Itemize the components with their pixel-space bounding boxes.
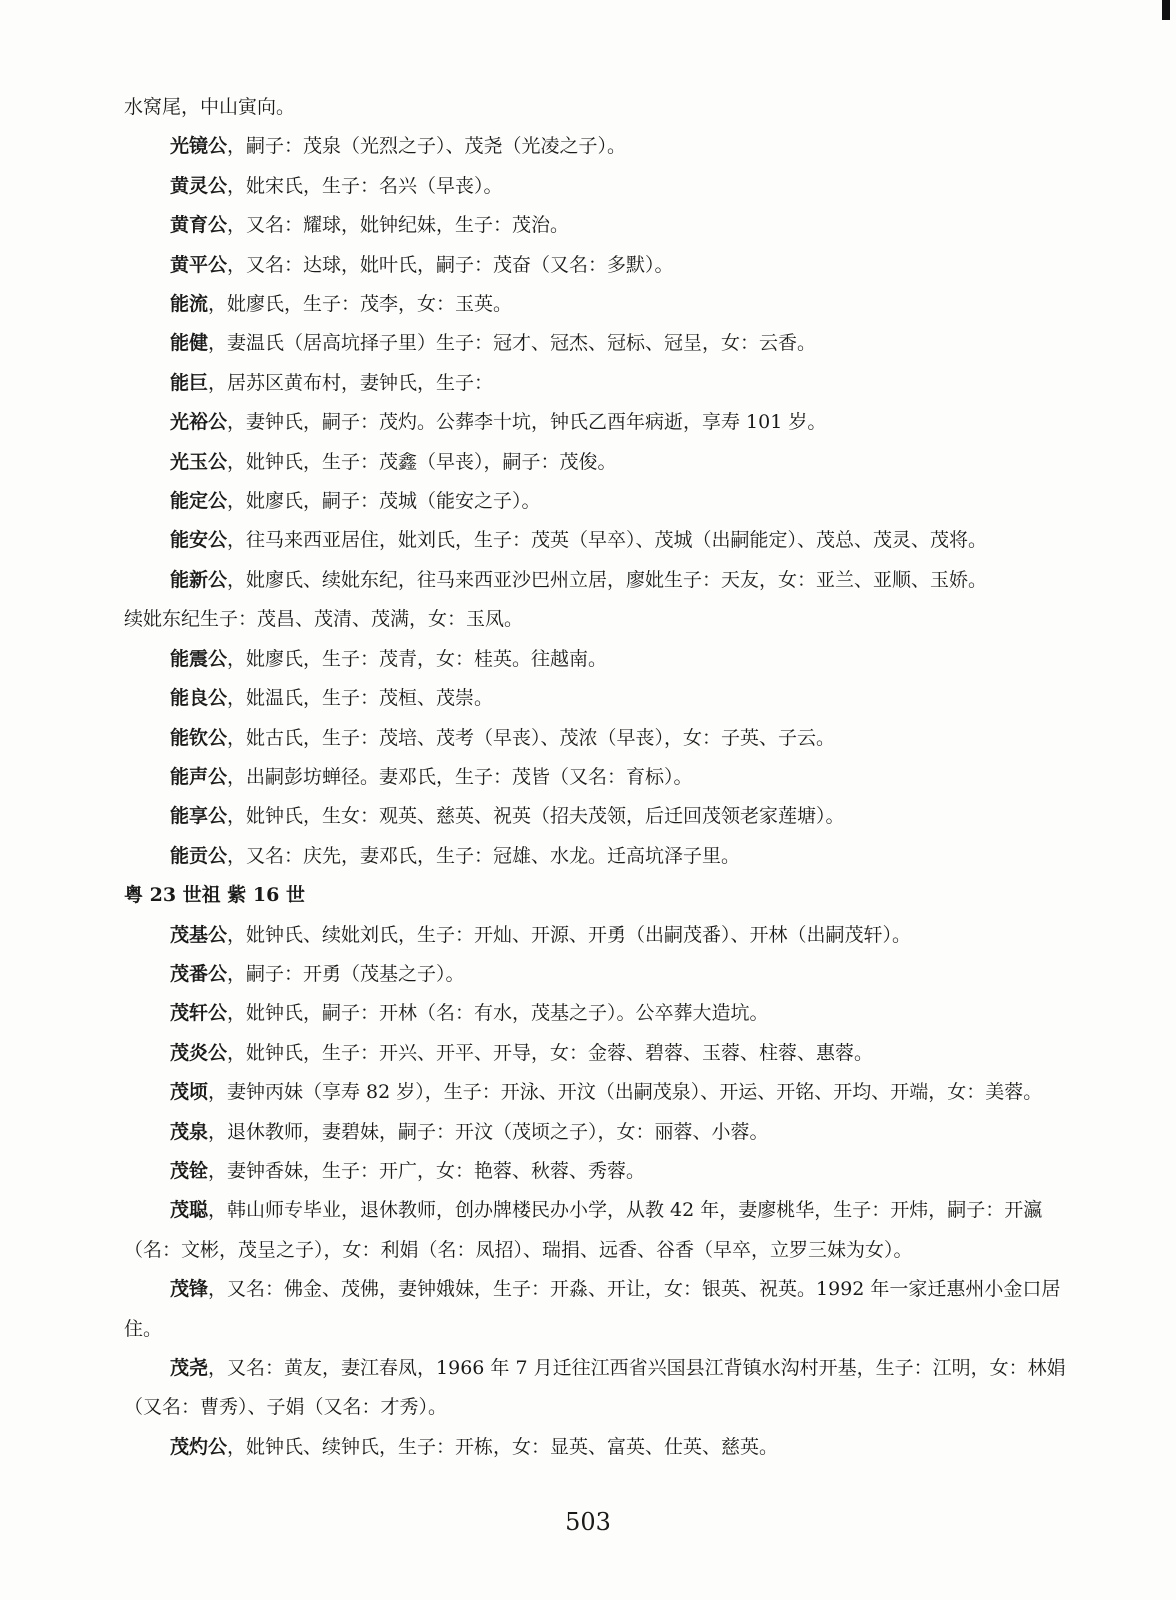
entry-line: 茂基公，妣钟氏、续妣刘氏，生子：开灿、开源、开勇（出嗣茂番）、开林（出嗣茂轩）。 (170, 923, 912, 946)
entry-line: 能新公，妣廖氏、续妣东纪，往马来西亚沙巴州立居，廖妣生子：天友，女：亚兰、亚顺、玉娇。 (170, 568, 988, 591)
entry-line: 能震公，妣廖氏，生子：茂青，女：桂英。往越南。 (170, 647, 608, 670)
entry-paragraph: 茂尧，又名：黄友，妻江春凤，1966 年 7 月迁往江西省兴国县江背镇水沟村开基，生子：江明，女：林娟（又名：曹秀）、子娟（又名：才秀）。 (124, 1357, 1066, 1419)
entry-line: 光裕公，妻钟氏，嗣子：茂灼。公葬李十坑，钟氏乙酉年病逝，享寿 101 岁。 (170, 411, 827, 434)
entry-line: 能巨，居苏区黄布村，妻钟氏，生子： (170, 371, 494, 394)
entry-line: 能声公，出嗣彭坊蝉径。妻邓氏，生子：茂皆（又名：育标）。 (170, 765, 693, 788)
page-number: 503 (565, 1508, 611, 1536)
entry-line: 能安公，往马来西亚居住，妣刘氏，生子：茂英（早卒）、茂城（出嗣能定）、茂总、茂灵、茂将。 (170, 529, 988, 552)
entry-line: 水窝尾，中山寅向。 (124, 96, 296, 118)
entry-paragraph: 茂锋，又名：佛金、茂佛，妻钟娥妹，生子：开淼、开让，女：银英、祝英。1992 年一家迁惠州小金口居住。 (124, 1278, 1061, 1340)
entry-line: 茂炎公，妣钟氏，生子：开兴、开平、开导，女：金蓉、碧蓉、玉蓉、柱蓉、惠蓉。 (170, 1041, 874, 1064)
entry-line: 茂番公，嗣子：开勇（茂基之子）。 (170, 962, 465, 985)
entry-paragraph: 茂聪，韩山师专毕业，退休教师，创办牌楼民办小学，从教 42 年，妻廖桃华，生子：开炜，嗣子：开瀛（名：文彬，茂呈之子），女：利娟（名：凤招）、瑞捐、远香、谷香（早卒，立罗三妹为女）。 (124, 1199, 1043, 1261)
entry-line: 能钦公，妣古氏，生子：茂培、茂考（早丧）、茂浓（早丧），女：子英、子云。 (170, 726, 836, 749)
entry-line: 茂泉，退休教师，妻碧妹，嗣子：开汶（茂顷之子），女：丽蓉、小蓉。 (170, 1120, 769, 1143)
section-heading: 粤 23 世祖 紫 16 世 (124, 884, 305, 907)
entry-line: 黄灵公，妣宋氏，生子：名兴（早丧）。 (170, 174, 503, 197)
entry-line: 光玉公，妣钟氏，生子：茂鑫（早丧），嗣子：茂俊。 (170, 450, 617, 473)
entry-line: 能享公，妣钟氏，生女：观英、慈英、祝英（招夫茂领，后迁回茂领老家莲塘）。 (170, 805, 845, 828)
scan-edge-mark (1162, 0, 1170, 20)
entry-line: 续妣东纪生子：茂昌、茂清、茂满，女：玉凤。 (124, 608, 524, 631)
entry-line: 能健，妻温氏（居高坑择子里）生子：冠才、冠杰、冠标、冠呈，女：云香。 (170, 332, 817, 355)
entry-line: 能流，妣廖氏，生子：茂李，女：玉英。 (170, 293, 513, 316)
entry-line: 茂灼公，妣钟氏、续钟氏，生子：开栋，女：显英、富英、仕英、慈英。 (170, 1435, 779, 1458)
entry-line: 光镜公，嗣子：茂泉（光烈之子）、茂尧（光凌之子）。 (170, 135, 627, 158)
entry-line: 能定公，妣廖氏，嗣子：茂城（能安之子）。 (170, 490, 541, 513)
entry-line: 茂轩公，妣钟氏，嗣子：开林（名：有水，茂基之子）。公卒葬大造坑。 (170, 1002, 769, 1025)
entry-line: 黄育公，又名：耀球，妣钟纪妹，生子：茂治。 (170, 214, 570, 237)
entry-line: 黄平公，又名：达球，妣叶氏，嗣子：茂奋（又名：多默）。 (170, 253, 674, 276)
entry-paragraph: 茂顷，妻钟丙妹（享寿 82 岁），生子：开泳、开汶（出嗣茂泉）、开运、开铭、开均、开端，女：美蓉。 (170, 1081, 1043, 1104)
entry-line: 能贡公，又名：庆先，妻邓氏，生子：冠雄、水龙。迁高坑泽子里。 (170, 844, 741, 867)
entry-line: 茂铨，妻钟香妹，生子：开广，女：艳蓉、秋蓉、秀蓉。 (170, 1159, 646, 1182)
genealogy-text (124, 88, 1074, 1467)
entry-line: 能良公，妣温氏，生子：茂桓、茂崇。 (170, 687, 494, 710)
